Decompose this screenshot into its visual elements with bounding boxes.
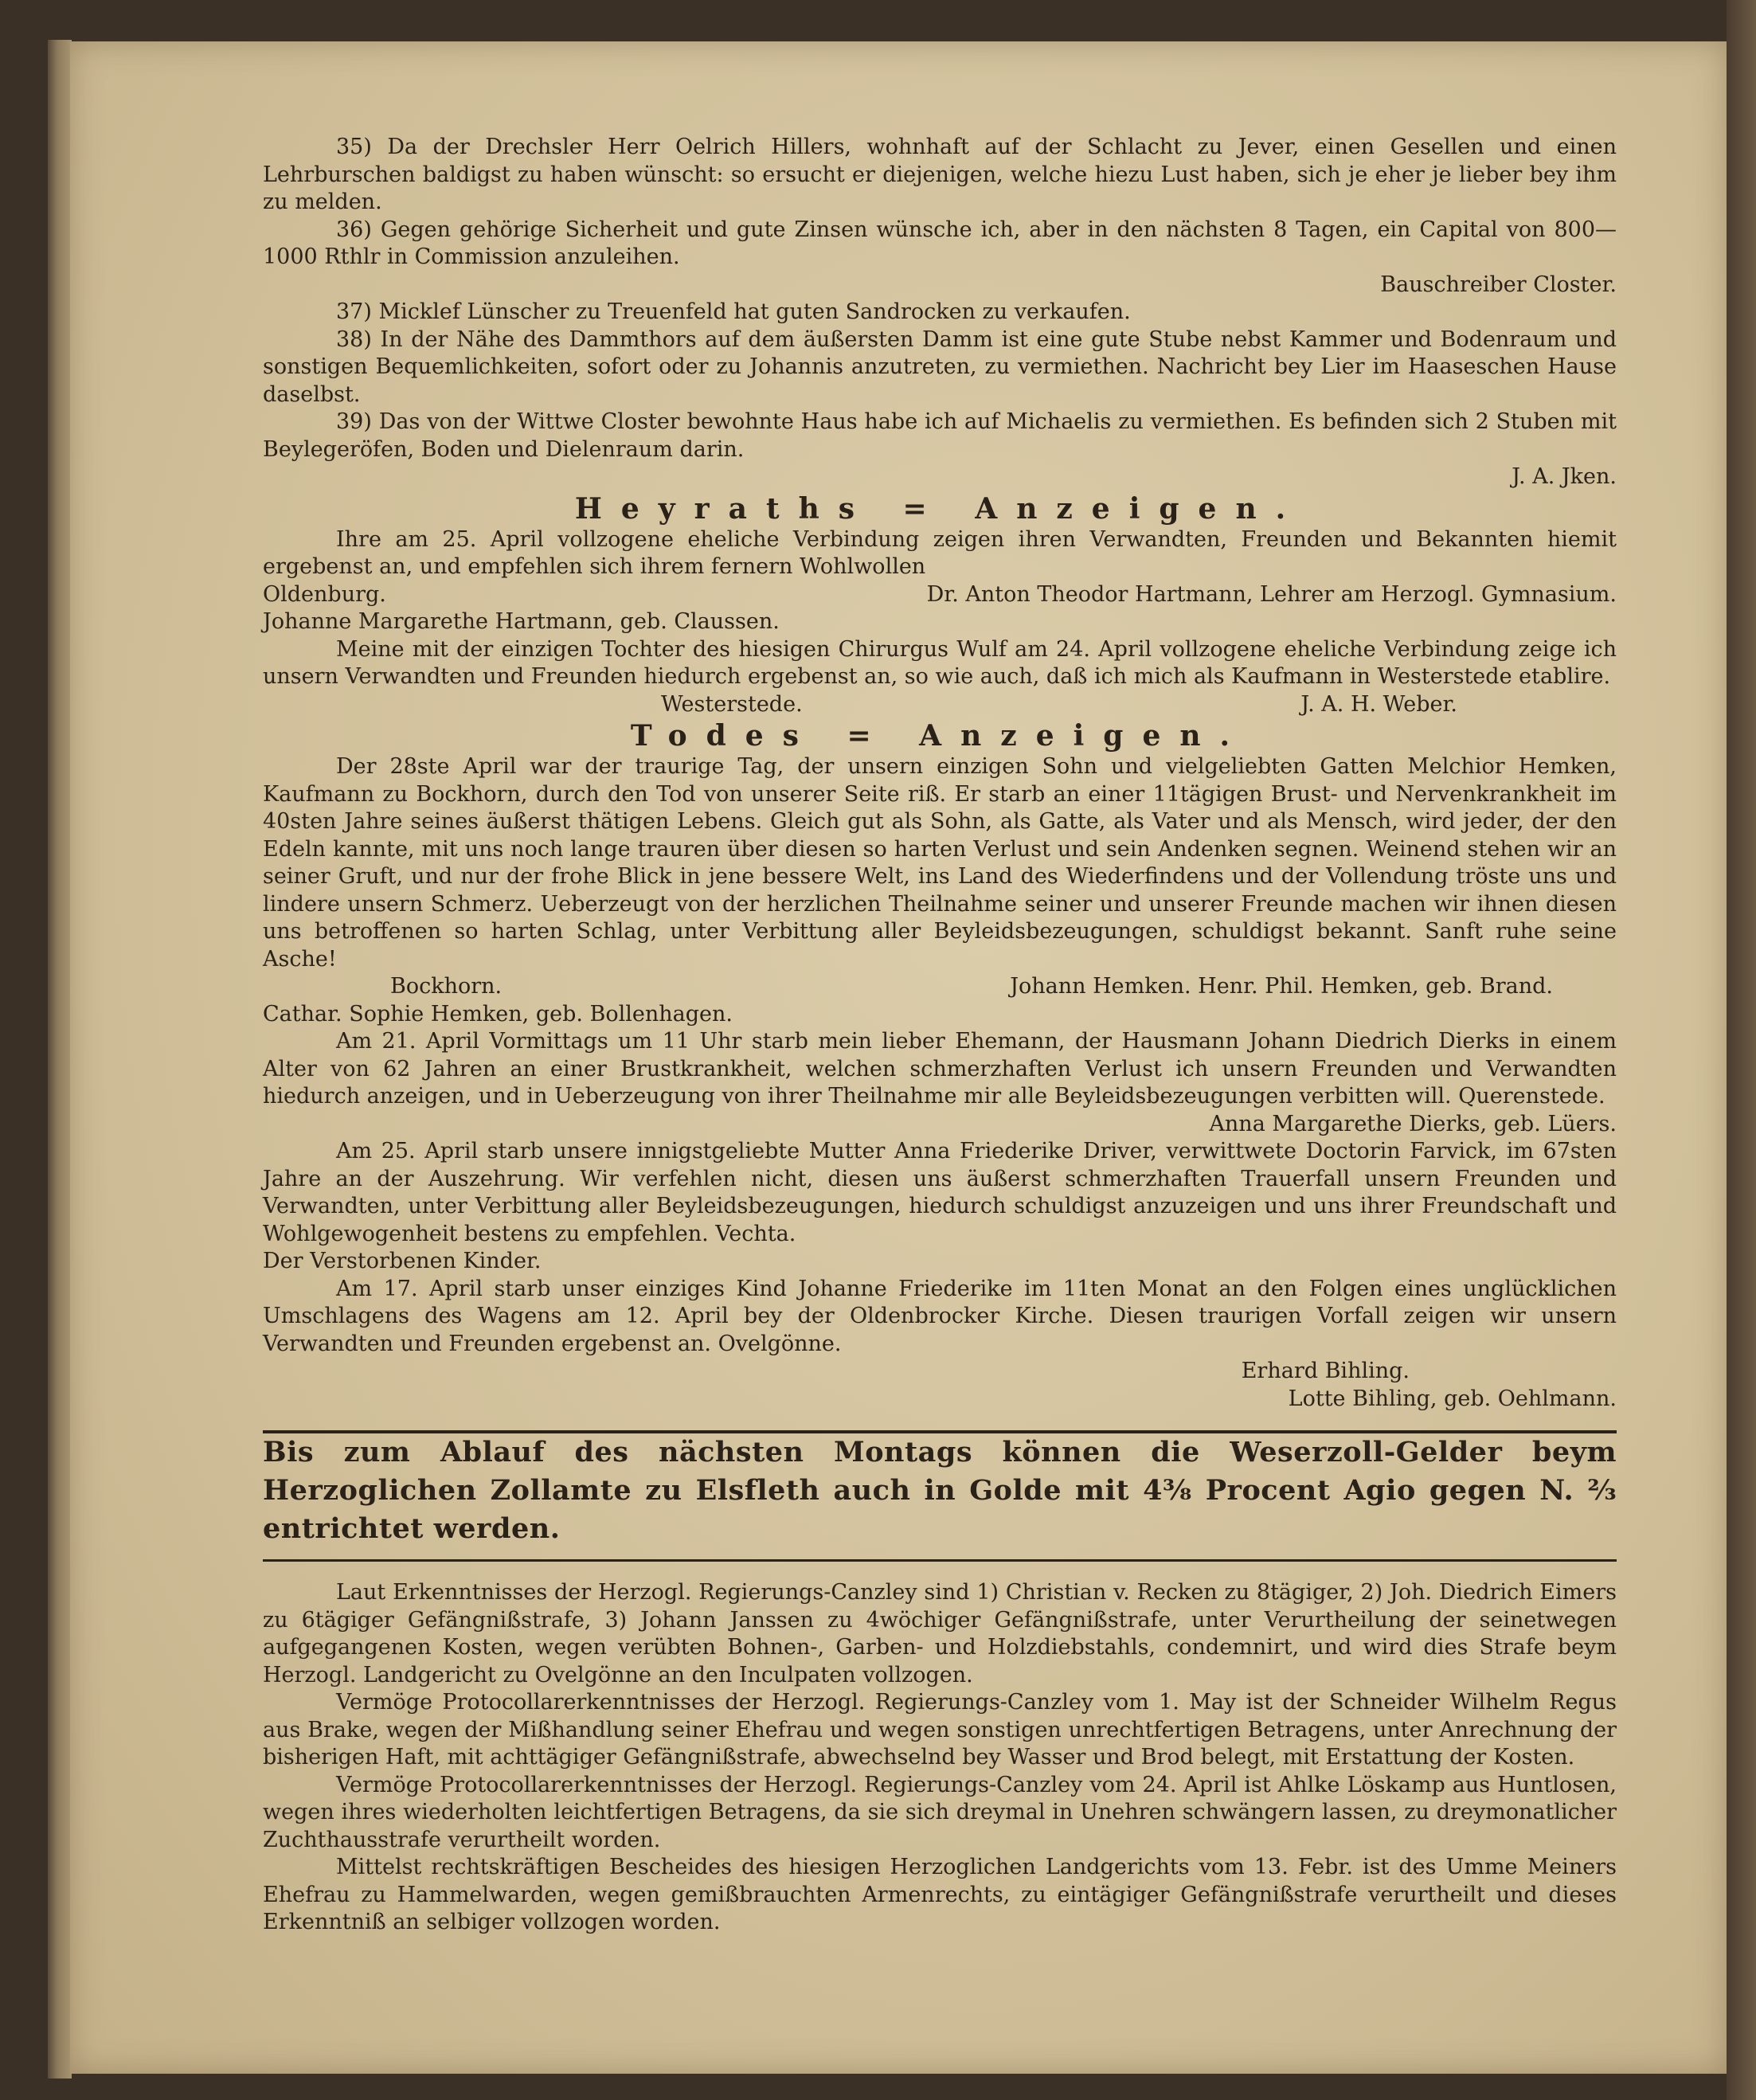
death-notice-2-signer: Anna Margarethe Dierks, geb. Lüers. [1209, 1111, 1617, 1136]
death-notice-1-place: Bockhorn. [390, 974, 503, 999]
death-notice-3: Am 25. April starb unsere innigstgeliebte Mutter Anna Friederike Driver, verwittwete Doctorin Farvick, im 67sten Jahre an der Auszehrung. Wir verfehlen nicht, diesen uns äußerst schmerzhaften Trauerfall unsern Freunden und Verwandten, unter Verbittung aller Beyleidsbezeugungen, hiedurch schuldigst anzuzeigen und uns ihrer Freundschaft und Wohlgewogenheit bestens zu empfehlen. Vechta. [263, 1139, 1617, 1246]
marriage-notice-2-sign-row [263, 691, 1617, 719]
notice-39: 39) Das von der Wittwe Closter bewohnte Haus habe ich auf Michaelis zu vermiethen. Es befinden sich 2 Stuben mit Beylegeröfen, Boden und Dielenraum darin. [263, 409, 1617, 462]
death-notice-4: Am 17. April starb unser einziges Kind Johanne Friederike im 11ten Monat an den Folgen eines unglücklichen Umschlagens des Wagens am 12. April bey der Oldenbrocker Kirche. Diesen traurigen Vorfall zeigen wir unsern Verwandten und Freunden ergebenst an. Ovelgönne. [263, 1276, 1617, 1356]
death-notice-4-signer-2: Lotte Bihling, geb. Oehlmann. [1288, 1386, 1617, 1411]
marriage-notice-2: Meine mit der einzigen Tochter des hiesigen Chirurgus Wulf am 24. April vollzogene eheliche Verbindung zeige ich unsern Verwandten und Freunden hiedurch ergebenst an, so wie auch, daß ich mich als Kaufmann in Westerstede etablire. [263, 636, 1617, 689]
notice-38: 38) In der Nähe des Dammthors auf dem äußersten Damm ist eine gute Stube nebst Kammer und Bodenraum und sonstigen Bequemlichkeiten, sofort oder zu Johannis anzutreten, zu vermiethen. Nachricht bey Lier im Haaseschen Hause daselbst. [263, 327, 1617, 407]
death-notice-2: Am 21. April Vormittags um 11 Uhr starb mein lieber Ehemann, der Hausmann Johann Diedrich Dierks in einem Alter von 62 Jahren an einer Brustkrankheit, welchen schmerzhaften Verlust ich unsern Freunden und Verwandten hiedurch anzeigen, und in Ueberzeugung von ihrer Theilnahme mir alle Beyleidsbezeugungen verbitten will. Querenstede. [263, 1029, 1617, 1109]
notice-39-signature: J. A. Jken. [1512, 464, 1617, 489]
notice-36-signature: Bauschreiber Closter. [1380, 272, 1617, 297]
verdict-1: Laut Erkenntnisses der Herzogl. Regierungs-Canzley sind 1) Christian v. Recken zu 8tägiger, 2) Joh. Diedrich Eimers zu 6tägiger Gefängnißstrafe, 3) Johann Janssen zu 4wöchiger Gefängnißstrafe, unter Verurtheilung der seinetwegen aufgegangenen Kosten, wegen verübten Bohnen-, Garben- und Holzdiebstahls, condemnirt, und wird dies Strafe beym Herzogl. Landgericht zu Ovelgönne an den Inculpaten vollzogen. [263, 1580, 1617, 1687]
verdict-3: Vermöge Protocollarerkenntnisses der Herzogl. Regierungs-Canzley vom 24. April ist Ahlke Löskamp aus Huntlosen, wegen ihres wiederholten leichtfertigen Betragens, da sie sich dreymal in Unehren schwängern lassen, zu dreymonatlicher Zuchthausstrafe verurtheilt worden. [263, 1772, 1617, 1852]
page-text [263, 134, 1617, 1937]
divider-bottom [263, 1559, 1617, 1562]
notice-35: 35) Da der Drechsler Herr Oelrich Hillers, wohnhaft auf der Schlacht zu Jever, einen Gesellen und einen Lehrburschen baldigst zu haben wünscht: so ersucht er diejenigen, welche hiezu Lust haben, sich je eher je lieber bey ihm zu melden. [263, 135, 1617, 214]
death-notice-3-signer: Der Verstorbenen Kinder. [263, 1249, 542, 1273]
marriage-notice-1: Ihre am 25. April vollzogene eheliche Verbindung zeigen ihren Verwandten, Freunden und Bekannten hiemit ergebenst an, und empfehlen sich ihrem fernern Wohlwollen [263, 526, 1617, 579]
notice-36: 36) Gegen gehörige Sicherheit und gute Zinsen wünsche ich, aber in den nächsten 8 Tagen, ein Capital von 800—1000 Rthlr in Commission anzuleihen. [263, 217, 1617, 269]
marriage-notice-2-signer: J. A. H. Weber. [1300, 691, 1457, 717]
notice-37: 37) Micklef Lünscher zu Treuenfeld hat guten Sandrocken zu verkaufen. [336, 299, 1131, 324]
death-notice-1-signer-1: Johann Hemken. Henr. Phil. Hemken, geb. Brand. [1010, 974, 1553, 999]
death-heading: Todes = Anzeigen. [630, 719, 1250, 753]
death-notice-4-signer-1: Erhard Bihling. [1241, 1359, 1410, 1383]
death-notice-1-signer-2: Cathar. Sophie Hemken, geb. Bollenhagen. [263, 1001, 733, 1027]
marriage-notice-1-signer-2: Johanne Margarethe Hartmann, geb. Claussen. [263, 609, 780, 634]
marriage-notice-2-place: Westerstede. [661, 691, 803, 717]
marriage-notice-1-signer-1: Dr. Anton Theodor Hartmann, Lehrer am Herzogl. Gymnasium. [926, 581, 1617, 607]
marriage-notice-1-place: Oldenburg. [263, 581, 386, 607]
verdict-2: Vermöge Protocollarerkenntnisses der Herzogl. Regierungs-Canzley vom 1. May ist der Schneider Wilhelm Regus aus Brake, wegen der Mißhandlung seiner Ehefrau und wegen sonstigen unrechtfertigen Betragens, unter Anrechnung der bisherigen Haft, mit achttägiger Gefängnißstrafe, abwechselnd bey Wasser und Brod belegt, mit Erstattung der Kosten. [263, 1690, 1617, 1770]
customs-notice: Bis zum Ablauf des nächsten Montags können die Weserzoll-Gelder beym Herzoglichen Zollamte zu Elsfleth auch in Golde mit 4⅜ Procent Agio gegen N. ⅔ entrichtet werden. [263, 1436, 1617, 1545]
marriage-heading: Heyraths = Anzeigen. [574, 491, 1305, 526]
page-edge [48, 40, 72, 2078]
verdict-4: Mittelst rechtskräftigen Bescheides des hiesigen Herzoglichen Landgerichts vom 13. Febr. ist des Umme Meiners Ehefrau zu Hammelwarden, wegen gemißbrauchten Armenrechts, zu eintägiger Gefängnißstrafe verurtheilt und dieses Erkenntniß an selbiger vollzogen worden. [263, 1855, 1617, 1934]
binding-strip [1727, 0, 1756, 2100]
marriage-notice-1-sign-row [263, 581, 1617, 609]
death-notice-1: Der 28ste April war der traurige Tag, der unsern einzigen Sohn und vielgeliebten Gatten Melchior Hemken, Kaufmann zu Bockhorn, durch den Tod von unserer Seite riß. Er starb an einer 11tägigen Brust- und Nervenkrankheit im 40sten Jahre seines äußerst thätigen Lebens. Gleich gut als Sohn, als Gatte, als Vater und als Mensch, wird jeder, der den Edeln kannte, mit uns noch lange trauren über diesen so harten Verlust und sein Andenken segnen. Weinend stehen wir an seiner Gruft, und nur der frohe Blick in jene bessere Welt, ins Land des Wiederfindens und der Vollendung tröste uns und lindere unsern Schmerz. Ueberzeugt von der herzlichen Theilnahme seiner und unserer Freunde machen wir ihnen diesen uns betroffenen so harten Schlag, unter Verbittung aller Beyleidsbezeugungen, schuldigst bekannt. Sanft ruhe seine Asche! [263, 754, 1617, 972]
death-notice-1-sign-row [263, 973, 1617, 1001]
